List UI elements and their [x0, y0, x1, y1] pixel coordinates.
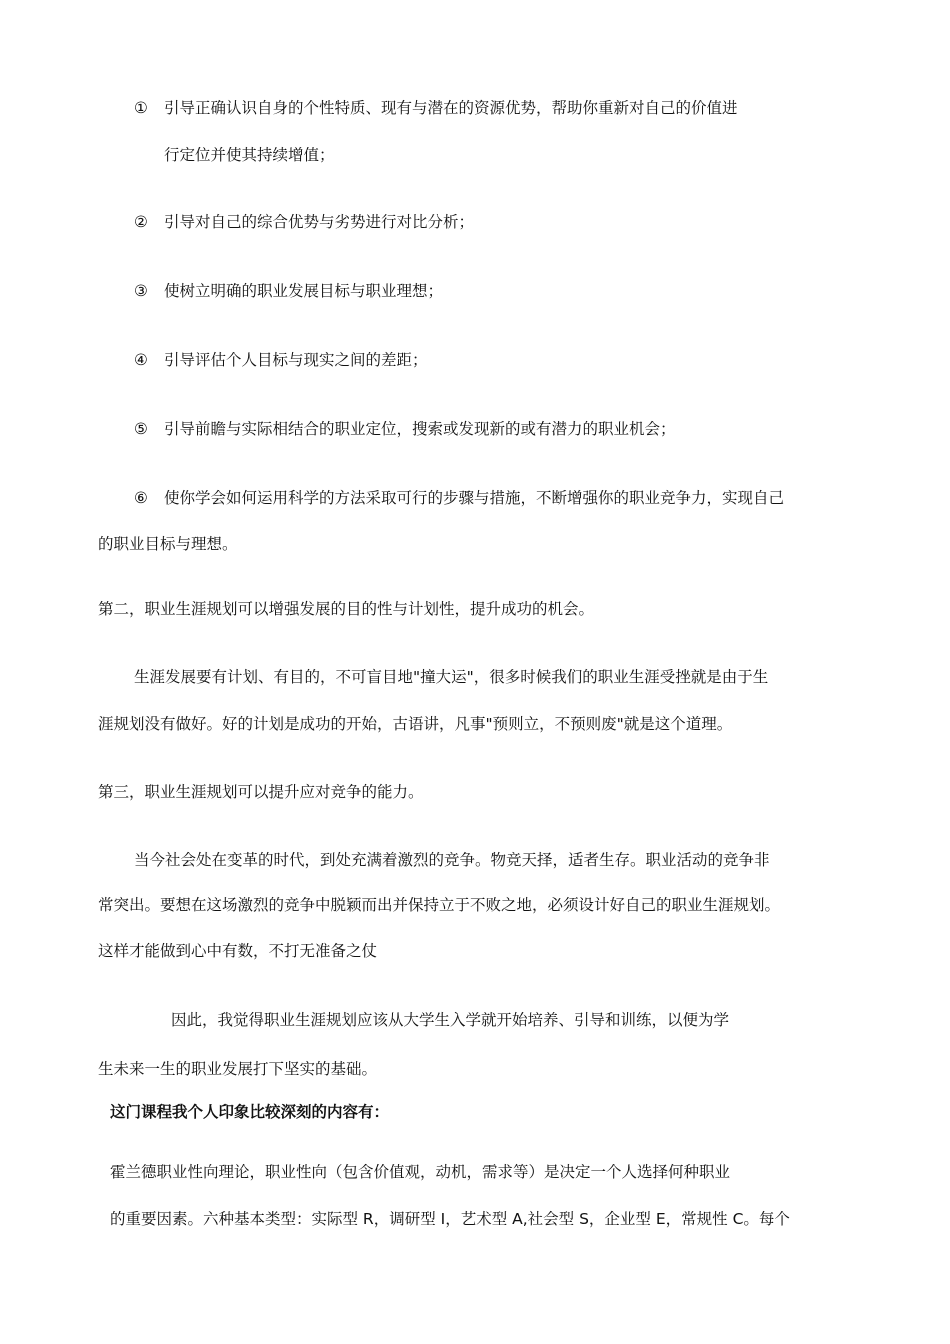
item-text: 引导正确认识自身的个性特质、现有与潜在的资源优势，帮助你重新对自己的价值进 — [164, 99, 738, 117]
conclusion-line1: 因此，我觉得职业生涯规划应该从大学生入学就开始培养、引导和训练，以便为学 — [171, 1011, 730, 1029]
impression-line1: 霍兰德职业性向理论，职业性向（包含价值观，动机，需求等）是决定一个人选择何种职业 — [110, 1163, 731, 1181]
list-item-1-continuation: 行定位并使其持续增值； — [164, 146, 335, 164]
item-text: 使树立明确的职业发展目标与职业理想； — [164, 282, 444, 300]
section-heading-2: 第二，职业生涯规划可以增强发展的目的性与计划性，提升成功的机会。 — [98, 600, 595, 618]
item-number: ③ — [134, 282, 148, 300]
impression-heading: 这门课程我个人印象比较深刻的内容有： — [110, 1103, 390, 1121]
section3-paragraph-line1: 当今社会处在变革的时代，到处充满着激烈的竞争。物竞天择，适者生存。职业活动的竞争非 — [134, 851, 770, 869]
conclusion-line2: 生未来一生的职业发展打下坚实的基础。 — [98, 1060, 378, 1078]
item-number: ④ — [134, 351, 148, 369]
item-number: ② — [134, 213, 148, 231]
list-item-6 — [134, 487, 784, 509]
list-item-4 — [134, 349, 428, 371]
list-item-3 — [134, 280, 443, 302]
section3-paragraph-line3: 这样才能做到心中有数，不打无准备之仗 — [98, 942, 378, 960]
list-item-2 — [134, 211, 474, 233]
item-number: ① — [134, 99, 148, 117]
item-text: 引导对自己的综合优势与劣势进行对比分析； — [164, 213, 475, 231]
list-item-5 — [134, 418, 676, 440]
item-text: 引导评估个人目标与现实之间的差距； — [164, 351, 428, 369]
section3-paragraph-line2: 常突出。要想在这场激烈的竞争中脱颖而出并保持立于不败之地，必须设计好自己的职业生涯规划。 — [98, 896, 781, 914]
item-number: ⑥ — [134, 489, 148, 507]
section2-paragraph-line2: 涯规划没有做好。好的计划是成功的开始，古语讲，凡事"预则立，不预则废"就是这个道理。 — [98, 715, 733, 733]
section-heading-3: 第三，职业生涯规划可以提升应对竞争的能力。 — [98, 783, 424, 801]
item-text: 引导前瞻与实际相结合的职业定位，搜索或发现新的或有潜力的职业机会； — [164, 420, 676, 438]
list-item-1 — [134, 97, 738, 119]
impression-line2: 的重要因素。六种基本类型：实际型 R，调研型 I，艺术型 A,社会型 S，企业型 E，常规性 C。每个 — [110, 1210, 790, 1228]
list-item-6-continuation: 的职业目标与理想。 — [98, 535, 238, 553]
section2-paragraph-line1: 生涯发展要有计划、有目的，不可盲目地"撞大运"，很多时候我们的职业生涯受挫就是由于生 — [134, 668, 769, 686]
item-text: 使你学会如何运用科学的方法采取可行的步骤与措施，不断增强你的职业竞争力，实现自己 — [164, 489, 785, 507]
item-number: ⑤ — [134, 420, 148, 438]
